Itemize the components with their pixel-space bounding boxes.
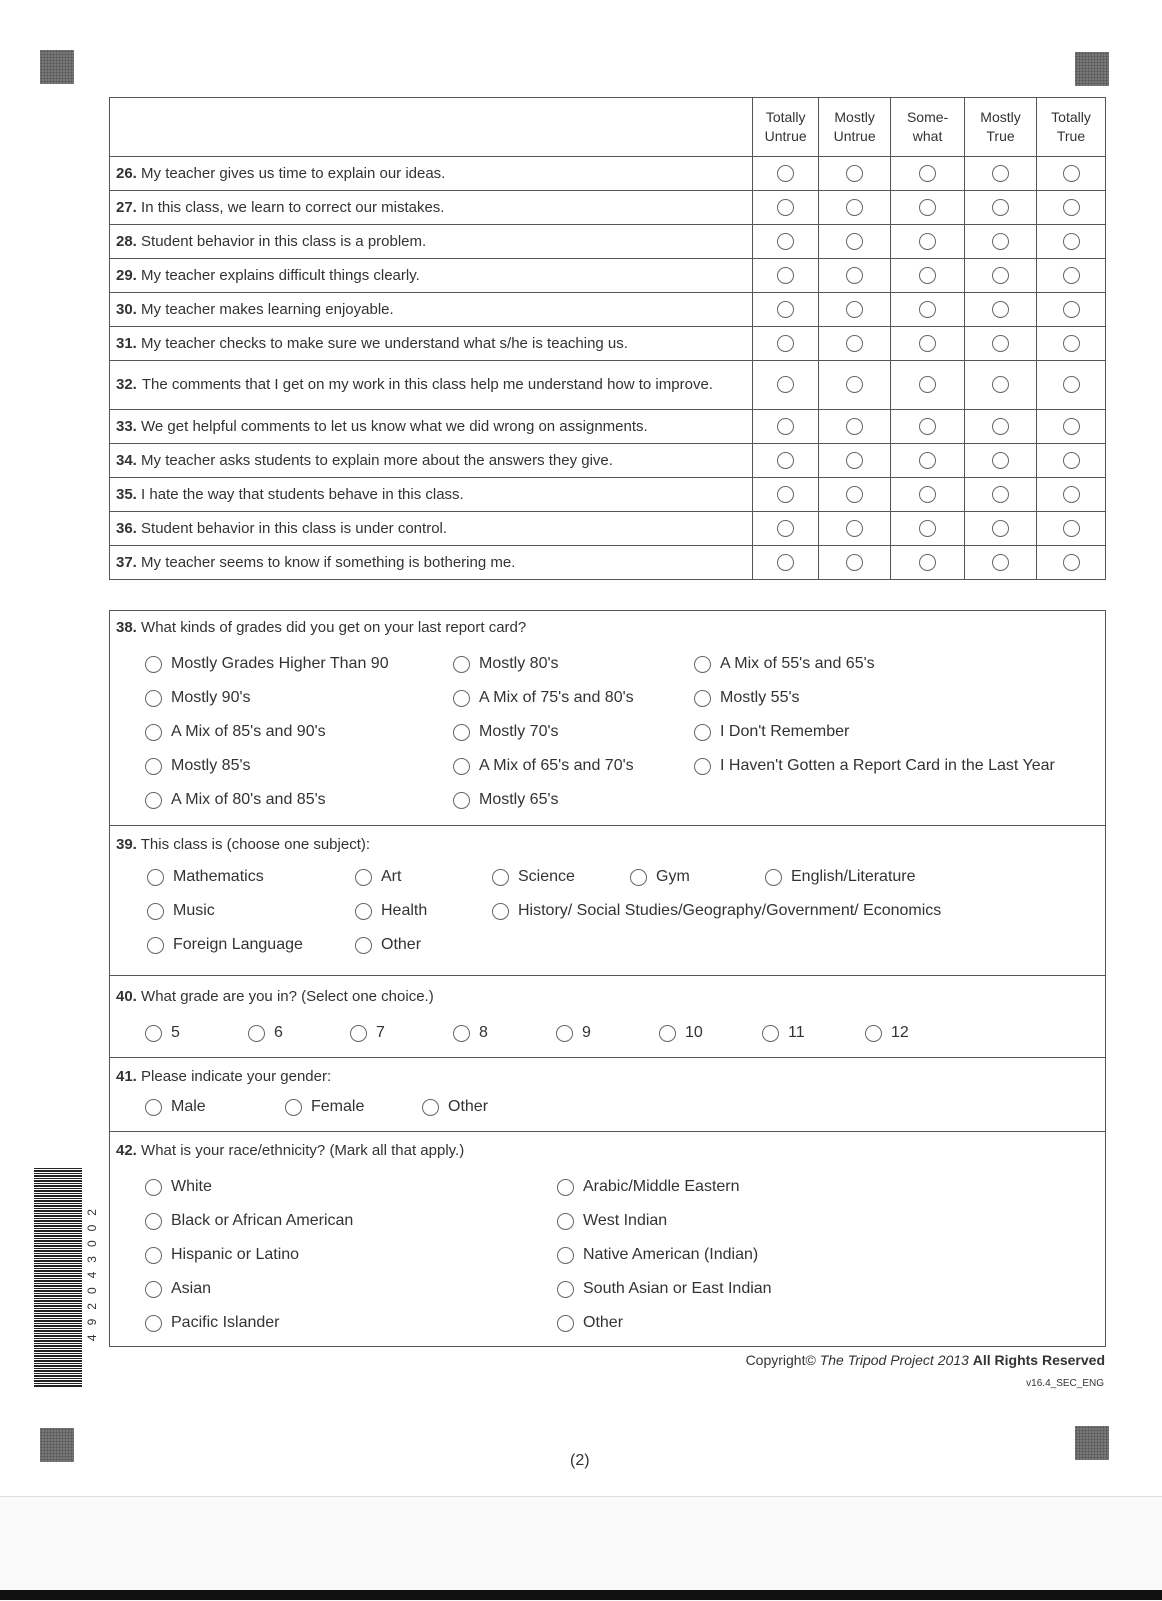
option-mix-75-80[interactable]: A Mix of 75's and 80's	[453, 689, 634, 707]
bubble-mostly-true[interactable]	[992, 486, 1009, 503]
radio-circle[interactable]	[145, 656, 162, 673]
radio-circle[interactable]	[350, 1025, 367, 1042]
likert-row-36	[110, 512, 1106, 546]
radio-circle[interactable]	[145, 690, 162, 707]
radio-circle[interactable]	[659, 1025, 676, 1042]
header-blank	[110, 98, 753, 157]
radio-circle[interactable]	[145, 1025, 162, 1042]
radio-circle[interactable]	[556, 1025, 573, 1042]
option-other-race[interactable]: Other	[557, 1314, 623, 1332]
checkbox-circle[interactable]	[145, 1213, 162, 1230]
question-39-text: 39. This class is (choose one subject):	[116, 836, 371, 853]
bubble-totally-untrue[interactable]	[777, 233, 794, 250]
option-art[interactable]: Art	[355, 868, 401, 886]
statement: 36. Student behavior in this class is under control.	[110, 512, 753, 546]
radio-circle[interactable]	[285, 1099, 302, 1116]
bubble-mostly-true[interactable]	[992, 452, 1009, 469]
radio-circle[interactable]	[145, 724, 162, 741]
bubble-totally-true[interactable]	[1063, 486, 1080, 503]
checkbox-circle[interactable]	[145, 1281, 162, 1298]
option-grade-9[interactable]: 9	[556, 1024, 591, 1042]
likert-row-31	[110, 327, 1106, 361]
bubble-mostly-untrue[interactable]	[846, 376, 863, 393]
question-41-block	[109, 1057, 1106, 1131]
form-bottom-border	[109, 1346, 1106, 1347]
bubble-totally-true[interactable]	[1063, 452, 1080, 469]
option-history-social-studies[interactable]: History/ Social Studies/Geography/Government/ Economics	[492, 902, 941, 920]
question-42-text: 42. What is your race/ethnicity? (Mark all that apply.)	[116, 1142, 465, 1159]
radio-circle[interactable]	[145, 758, 162, 775]
option-english-literature[interactable]: English/Literature	[765, 868, 916, 886]
bubble-somewhat[interactable]	[919, 199, 936, 216]
checkbox-circle[interactable]	[557, 1315, 574, 1332]
version-code: v16.4_SEC_ENG	[1026, 1378, 1104, 1389]
barcode	[34, 1168, 82, 1388]
option-grade-10[interactable]: 10	[659, 1024, 703, 1042]
question-41-text: 41. Please indicate your gender:	[116, 1068, 332, 1085]
radio-circle[interactable]	[355, 937, 372, 954]
bubble-somewhat[interactable]	[919, 418, 936, 435]
option-grade-8[interactable]: 8	[453, 1024, 488, 1042]
scanner-bottom-edge	[0, 1590, 1162, 1600]
radio-circle[interactable]	[422, 1099, 439, 1116]
option-mostly-85s[interactable]: Mostly 85's	[145, 757, 251, 775]
likert-row-32	[110, 361, 1106, 410]
likert-row-30	[110, 293, 1106, 327]
bubble-totally-untrue[interactable]	[777, 452, 794, 469]
bubble-totally-true[interactable]	[1063, 267, 1080, 284]
option-grade-7[interactable]: 7	[350, 1024, 385, 1042]
option-other-subject[interactable]: Other	[355, 936, 421, 954]
statement: 35. I hate the way that students behave in this class.	[110, 478, 753, 512]
bubble-totally-untrue[interactable]	[777, 520, 794, 537]
option-gym[interactable]: Gym	[630, 868, 690, 886]
option-mostly-70s[interactable]: Mostly 70's	[453, 723, 559, 741]
statement: 32. The comments that I get on my work in this class help me understand how to improve.	[110, 361, 753, 410]
bubble-totally-untrue[interactable]	[777, 267, 794, 284]
scanner-bottom-margin	[0, 1496, 1162, 1601]
bubble-mostly-untrue[interactable]	[846, 165, 863, 182]
bubble-totally-untrue[interactable]	[777, 335, 794, 352]
bubble-totally-untrue[interactable]	[777, 418, 794, 435]
option-foreign-language[interactable]: Foreign Language	[147, 936, 303, 954]
bubble-somewhat[interactable]	[919, 554, 936, 571]
option-grade-12[interactable]: 12	[865, 1024, 909, 1042]
bubble-mostly-true[interactable]	[992, 301, 1009, 318]
bubble-somewhat[interactable]	[919, 233, 936, 250]
statement: 34. My teacher asks students to explain more about the answers they give.	[110, 444, 753, 478]
option-mathematics[interactable]: Mathematics	[147, 868, 264, 886]
option-west-indian[interactable]: West Indian	[557, 1212, 667, 1230]
radio-circle[interactable]	[762, 1025, 779, 1042]
radio-circle[interactable]	[145, 1099, 162, 1116]
checkbox-circle[interactable]	[145, 1247, 162, 1264]
radio-circle[interactable]	[248, 1025, 265, 1042]
option-other-gender[interactable]: Other	[422, 1098, 488, 1116]
question-42-block	[109, 1131, 1106, 1346]
radio-circle[interactable]	[694, 690, 711, 707]
statement: 31. My teacher checks to make sure we understand what s/he is teaching us.	[110, 327, 753, 361]
radio-circle[interactable]	[765, 869, 782, 886]
statement: 29. My teacher explains difficult things clearly.	[110, 259, 753, 293]
radio-circle[interactable]	[694, 724, 711, 741]
checkbox-circle[interactable]	[557, 1281, 574, 1298]
header-totally-untrue: Totally Untrue	[753, 98, 819, 157]
header-mostly-true: Mostly True	[965, 98, 1037, 157]
bubble-mostly-untrue[interactable]	[846, 554, 863, 571]
option-black-african-american[interactable]: Black or African American	[145, 1212, 353, 1230]
bubble-mostly-true[interactable]	[992, 418, 1009, 435]
option-native-american[interactable]: Native American (Indian)	[557, 1246, 758, 1264]
bubble-totally-true[interactable]	[1063, 376, 1080, 393]
option-music[interactable]: Music	[147, 902, 215, 920]
option-mostly-55s[interactable]: Mostly 55's	[694, 689, 800, 707]
bubble-mostly-true[interactable]	[992, 165, 1009, 182]
question-40-text: 40. What grade are you in? (Select one choice.)	[116, 988, 434, 1005]
checkbox-circle[interactable]	[557, 1179, 574, 1196]
bubble-somewhat[interactable]	[919, 267, 936, 284]
likert-row-37	[110, 546, 1106, 580]
option-white[interactable]: White	[145, 1178, 212, 1196]
statement: 33. We get helpful comments to let us know what we did wrong on assignments.	[110, 410, 753, 444]
bubble-mostly-untrue[interactable]	[846, 335, 863, 352]
bubble-mostly-untrue[interactable]	[846, 452, 863, 469]
statement: 27. In this class, we learn to correct our mistakes.	[110, 191, 753, 225]
bubble-totally-true[interactable]	[1063, 165, 1080, 182]
likert-row-26	[110, 157, 1106, 191]
question-40-block	[109, 975, 1106, 1057]
option-mostly-80s[interactable]: Mostly 80's	[453, 655, 559, 673]
radio-circle[interactable]	[453, 758, 470, 775]
checkbox-circle[interactable]	[145, 1315, 162, 1332]
bubble-somewhat[interactable]	[919, 165, 936, 182]
option-grade-11[interactable]: 11	[762, 1024, 805, 1042]
bubble-mostly-untrue[interactable]	[846, 267, 863, 284]
bubble-totally-untrue[interactable]	[777, 554, 794, 571]
likert-row-28	[110, 225, 1106, 259]
bubble-mostly-true[interactable]	[992, 376, 1009, 393]
bubble-somewhat[interactable]	[919, 376, 936, 393]
radio-circle[interactable]	[147, 869, 164, 886]
question-39-block	[109, 825, 1106, 975]
option-mix-80-85[interactable]: A Mix of 80's and 85's	[145, 791, 326, 809]
option-asian[interactable]: Asian	[145, 1280, 211, 1298]
option-science[interactable]: Science	[492, 868, 575, 886]
barcode-number: 492043002	[85, 1200, 99, 1342]
radio-circle[interactable]	[147, 937, 164, 954]
radio-circle[interactable]	[694, 758, 711, 775]
bubble-totally-untrue[interactable]	[777, 199, 794, 216]
registration-mark-top-left	[40, 50, 74, 84]
radio-circle[interactable]	[145, 792, 162, 809]
likert-row-27	[110, 191, 1106, 225]
bubble-somewhat[interactable]	[919, 301, 936, 318]
statement: 37. My teacher seems to know if something is bothering me.	[110, 546, 753, 580]
radio-circle[interactable]	[694, 656, 711, 673]
bubble-totally-true[interactable]	[1063, 554, 1080, 571]
option-grade-6[interactable]: 6	[248, 1024, 283, 1042]
radio-circle[interactable]	[453, 792, 470, 809]
bubble-mostly-true[interactable]	[992, 335, 1009, 352]
radio-circle[interactable]	[453, 690, 470, 707]
checkbox-circle[interactable]	[145, 1179, 162, 1196]
radio-circle[interactable]	[355, 903, 372, 920]
option-mostly-65s[interactable]: Mostly 65's	[453, 791, 559, 809]
bubble-totally-true[interactable]	[1063, 335, 1080, 352]
bubble-somewhat[interactable]	[919, 486, 936, 503]
header-somewhat: Some- what	[891, 98, 965, 157]
statement: 26. My teacher gives us time to explain our ideas.	[110, 157, 753, 191]
bubble-mostly-true[interactable]	[992, 267, 1009, 284]
radio-circle[interactable]	[492, 869, 509, 886]
bubble-somewhat[interactable]	[919, 520, 936, 537]
option-south-east-indian[interactable]: South Asian or East Indian	[557, 1280, 772, 1298]
bubble-totally-untrue[interactable]	[777, 165, 794, 182]
bubble-totally-true[interactable]	[1063, 233, 1080, 250]
likert-header-row	[110, 98, 1106, 157]
copyright-notice: Copyright© The Tripod Project 2013 All Rights Reserved	[745, 1352, 1105, 1368]
bubble-mostly-untrue[interactable]	[846, 233, 863, 250]
bubble-mostly-true[interactable]	[992, 520, 1009, 537]
bubble-totally-true[interactable]	[1063, 418, 1080, 435]
option-hispanic-latino[interactable]: Hispanic or Latino	[145, 1246, 299, 1264]
radio-circle[interactable]	[453, 724, 470, 741]
checkbox-circle[interactable]	[557, 1213, 574, 1230]
bubble-mostly-untrue[interactable]	[846, 486, 863, 503]
question-38-block	[109, 610, 1106, 825]
radio-circle[interactable]	[630, 869, 647, 886]
bubble-mostly-untrue[interactable]	[846, 199, 863, 216]
bubble-totally-true[interactable]	[1063, 199, 1080, 216]
bubble-totally-untrue[interactable]	[777, 486, 794, 503]
question-38-text: 38. What kinds of grades did you get on your last report card?	[116, 619, 527, 636]
page-number: (2)	[570, 1452, 590, 1469]
radio-circle[interactable]	[865, 1025, 882, 1042]
radio-circle[interactable]	[453, 656, 470, 673]
likert-table	[109, 97, 1106, 580]
option-grades-higher-than-90[interactable]: Mostly Grades Higher Than 90	[145, 655, 389, 673]
bubble-totally-untrue[interactable]	[777, 301, 794, 318]
option-grade-5[interactable]: 5	[145, 1024, 180, 1042]
radio-circle[interactable]	[355, 869, 372, 886]
option-mix-55-65[interactable]: A Mix of 55's and 65's	[694, 655, 875, 673]
bubble-totally-untrue[interactable]	[777, 376, 794, 393]
bubble-totally-true[interactable]	[1063, 301, 1080, 318]
option-health[interactable]: Health	[355, 902, 427, 920]
option-dont-remember[interactable]: I Don't Remember	[694, 723, 849, 741]
bubble-mostly-untrue[interactable]	[846, 520, 863, 537]
bubble-mostly-untrue[interactable]	[846, 418, 863, 435]
option-female[interactable]: Female	[285, 1098, 364, 1116]
radio-circle[interactable]	[147, 903, 164, 920]
bubble-mostly-true[interactable]	[992, 233, 1009, 250]
statement: 28. Student behavior in this class is a problem.	[110, 225, 753, 259]
registration-mark-bottom-right	[1075, 1426, 1109, 1460]
bubble-mostly-true[interactable]	[992, 199, 1009, 216]
option-mix-65-70[interactable]: A Mix of 65's and 70's	[453, 757, 634, 775]
bubble-totally-true[interactable]	[1063, 520, 1080, 537]
header-mostly-untrue: Mostly Untrue	[819, 98, 891, 157]
option-male[interactable]: Male	[145, 1098, 206, 1116]
likert-row-35	[110, 478, 1106, 512]
statement: 30. My teacher makes learning enjoyable.	[110, 293, 753, 327]
header-totally-true: Totally True	[1037, 98, 1106, 157]
likert-row-34	[110, 444, 1106, 478]
likert-row-33	[110, 410, 1106, 444]
bubble-mostly-untrue[interactable]	[846, 301, 863, 318]
bubble-somewhat[interactable]	[919, 452, 936, 469]
option-mostly-90s[interactable]: Mostly 90's	[145, 689, 251, 707]
checkbox-circle[interactable]	[557, 1247, 574, 1264]
radio-circle[interactable]	[492, 903, 509, 920]
option-arabic-middle-eastern[interactable]: Arabic/Middle Eastern	[557, 1178, 740, 1196]
option-pacific-islander[interactable]: Pacific Islander	[145, 1314, 280, 1332]
registration-mark-top-right	[1075, 52, 1109, 86]
option-no-report-card[interactable]: I Haven't Gotten a Report Card in the Last Year	[694, 757, 1055, 775]
bubble-somewhat[interactable]	[919, 335, 936, 352]
registration-mark-bottom-left	[40, 1428, 74, 1462]
option-mix-85-90[interactable]: A Mix of 85's and 90's	[145, 723, 326, 741]
radio-circle[interactable]	[453, 1025, 470, 1042]
likert-row-29	[110, 259, 1106, 293]
bubble-mostly-true[interactable]	[992, 554, 1009, 571]
